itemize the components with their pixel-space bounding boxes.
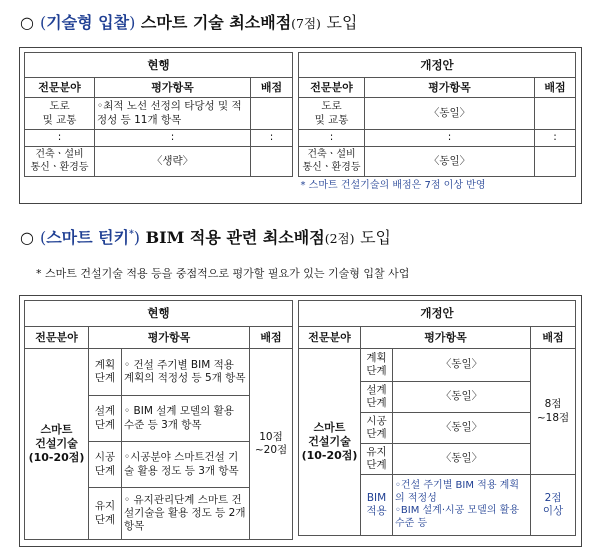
stage-cell: 유지 단계 <box>89 488 122 540</box>
table-cell-field: 도로 및 교통 <box>299 98 365 130</box>
section2-heading <box>20 225 391 248</box>
section1-points: (7점) <box>291 16 321 31</box>
paren-close: ) <box>129 13 136 32</box>
table-cell-items: ◦시공분야 스마트건설 기술 활용 정도 등 3개 항목 <box>122 442 250 488</box>
stage-cell: 계획 단계 <box>361 349 393 382</box>
paren-open: ( <box>39 13 47 32</box>
section2-tail: 도입 <box>360 228 391 247</box>
paren-open: ( <box>39 228 47 247</box>
stage-cell: 시공 단계 <box>361 413 393 444</box>
col-items-header: 평가항목 <box>89 327 250 349</box>
col-field-header: 전문분야 <box>299 78 365 98</box>
col-field-header: 전문분야 <box>25 327 89 349</box>
table-cell-points: : <box>251 130 293 147</box>
table-cell-items: 〈동일〉 <box>393 349 531 382</box>
table1-current-header: 현행 <box>25 53 293 78</box>
bullet-icon: ○ <box>20 13 34 32</box>
stage-cell: 설계 단계 <box>361 382 393 413</box>
bim-points-cell: 2점 이상 <box>531 475 576 536</box>
section1-tail: 도입 <box>326 13 358 32</box>
stage-cell: 시공 단계 <box>89 442 122 488</box>
col-points-header: 배점 <box>251 78 293 98</box>
bullet-icon: ○ <box>20 228 34 247</box>
table-cell-field: 건축ㆍ설비 통신ㆍ환경등 <box>25 147 95 177</box>
table2-proposed-header: 개정안 <box>299 301 576 327</box>
table-cell-items: : <box>95 130 251 147</box>
table-cell-items: ◦ 유지관리단계 스마트 건설기술을 활용 정도 등 2개 항목 <box>122 488 250 540</box>
table1-proposed <box>298 52 576 195</box>
table2-field-cell: 스마트 건설기술 (10-20점) <box>299 349 361 536</box>
footnote-marker: * <box>129 229 134 240</box>
col-items-header: 평가항목 <box>365 78 535 98</box>
stage-cell: 계획 단계 <box>89 349 122 396</box>
col-items-header: 평가항목 <box>95 78 251 98</box>
col-items-header: 평가항목 <box>361 327 531 349</box>
section2-points: (2점) <box>324 231 355 246</box>
table1-note: * 스마트 건설기술의 배점은 7점 이상 반영 <box>299 177 576 195</box>
table-cell-items: ◦ BIM 설계 모델의 활용 수준 등 3개 항목 <box>122 396 250 442</box>
table-cell-items: 〈동일〉 <box>365 98 535 130</box>
table-cell-field: : <box>25 130 95 147</box>
table2-proposed-points: 8점 ~18점 <box>531 349 576 475</box>
col-points-header: 배점 <box>250 327 293 349</box>
table-cell-points: : <box>535 130 576 147</box>
col-points-header: 배점 <box>535 78 576 98</box>
table1-proposed-header: 개정안 <box>299 53 576 78</box>
table-cell-items: 〈동일〉 <box>393 444 531 475</box>
bim-stage-cell: BIM 적용 <box>361 475 393 536</box>
table-cell-items: 〈동일〉 <box>393 413 531 444</box>
table-cell-points <box>251 98 293 130</box>
col-field-header: 전문분야 <box>25 78 95 98</box>
section1-title: 스마트 기술 최소배점 <box>140 13 292 32</box>
table-cell-points <box>535 147 576 177</box>
section2-title: BIM 적용 관련 최소배점 <box>145 228 325 247</box>
table-cell-field: 건축ㆍ설비 통신ㆍ환경등 <box>299 147 365 177</box>
table-cell-items: 〈동일〉 <box>393 382 531 413</box>
table2-current <box>24 300 293 540</box>
table-cell-points <box>251 147 293 177</box>
section2-footnote: * 스마트 건설기술 적용 등을 중점적으로 평가할 필요가 있는 기술형 입찰 사업 <box>36 267 410 280</box>
table-cell-items: 〈생략〉 <box>95 147 251 177</box>
table2-current-points: 10점 ~20점 <box>250 349 293 540</box>
section1-heading <box>20 10 357 33</box>
stage-cell: 설계 단계 <box>89 396 122 442</box>
table-cell-items: ◦최적 노선 선정의 타당성 및 적정성 등 11개 항목 <box>95 98 251 130</box>
col-points-header: 배점 <box>531 327 576 349</box>
table-cell-items: 〈동일〉 <box>365 147 535 177</box>
paren-close: ) <box>133 228 141 247</box>
col-field-header: 전문분야 <box>299 327 361 349</box>
table-cell-points <box>535 98 576 130</box>
table2-current-header: 현행 <box>25 301 293 327</box>
table2-proposed <box>298 300 576 536</box>
stage-cell: 유지 단계 <box>361 444 393 475</box>
bim-items-cell: ◦건설 주기별 BIM 적용 계획의 적정성 ◦BIM 설계·시공 모델의 활용 수준 등 <box>393 475 531 536</box>
section2-tag: 스마트 턴키 <box>46 228 130 247</box>
table-cell-items: : <box>365 130 535 147</box>
section1-tag: 기술형 입찰 <box>46 13 130 32</box>
table2-field-cell: 스마트 건설기술 (10-20점) <box>25 349 89 540</box>
table-cell-field: : <box>299 130 365 147</box>
table1-current <box>24 52 293 177</box>
table-cell-items: ◦ 건설 주기별 BIM 적용 계획의 적정성 등 5개 항목 <box>122 349 250 396</box>
table-cell-field: 도로 및 교통 <box>25 98 95 130</box>
